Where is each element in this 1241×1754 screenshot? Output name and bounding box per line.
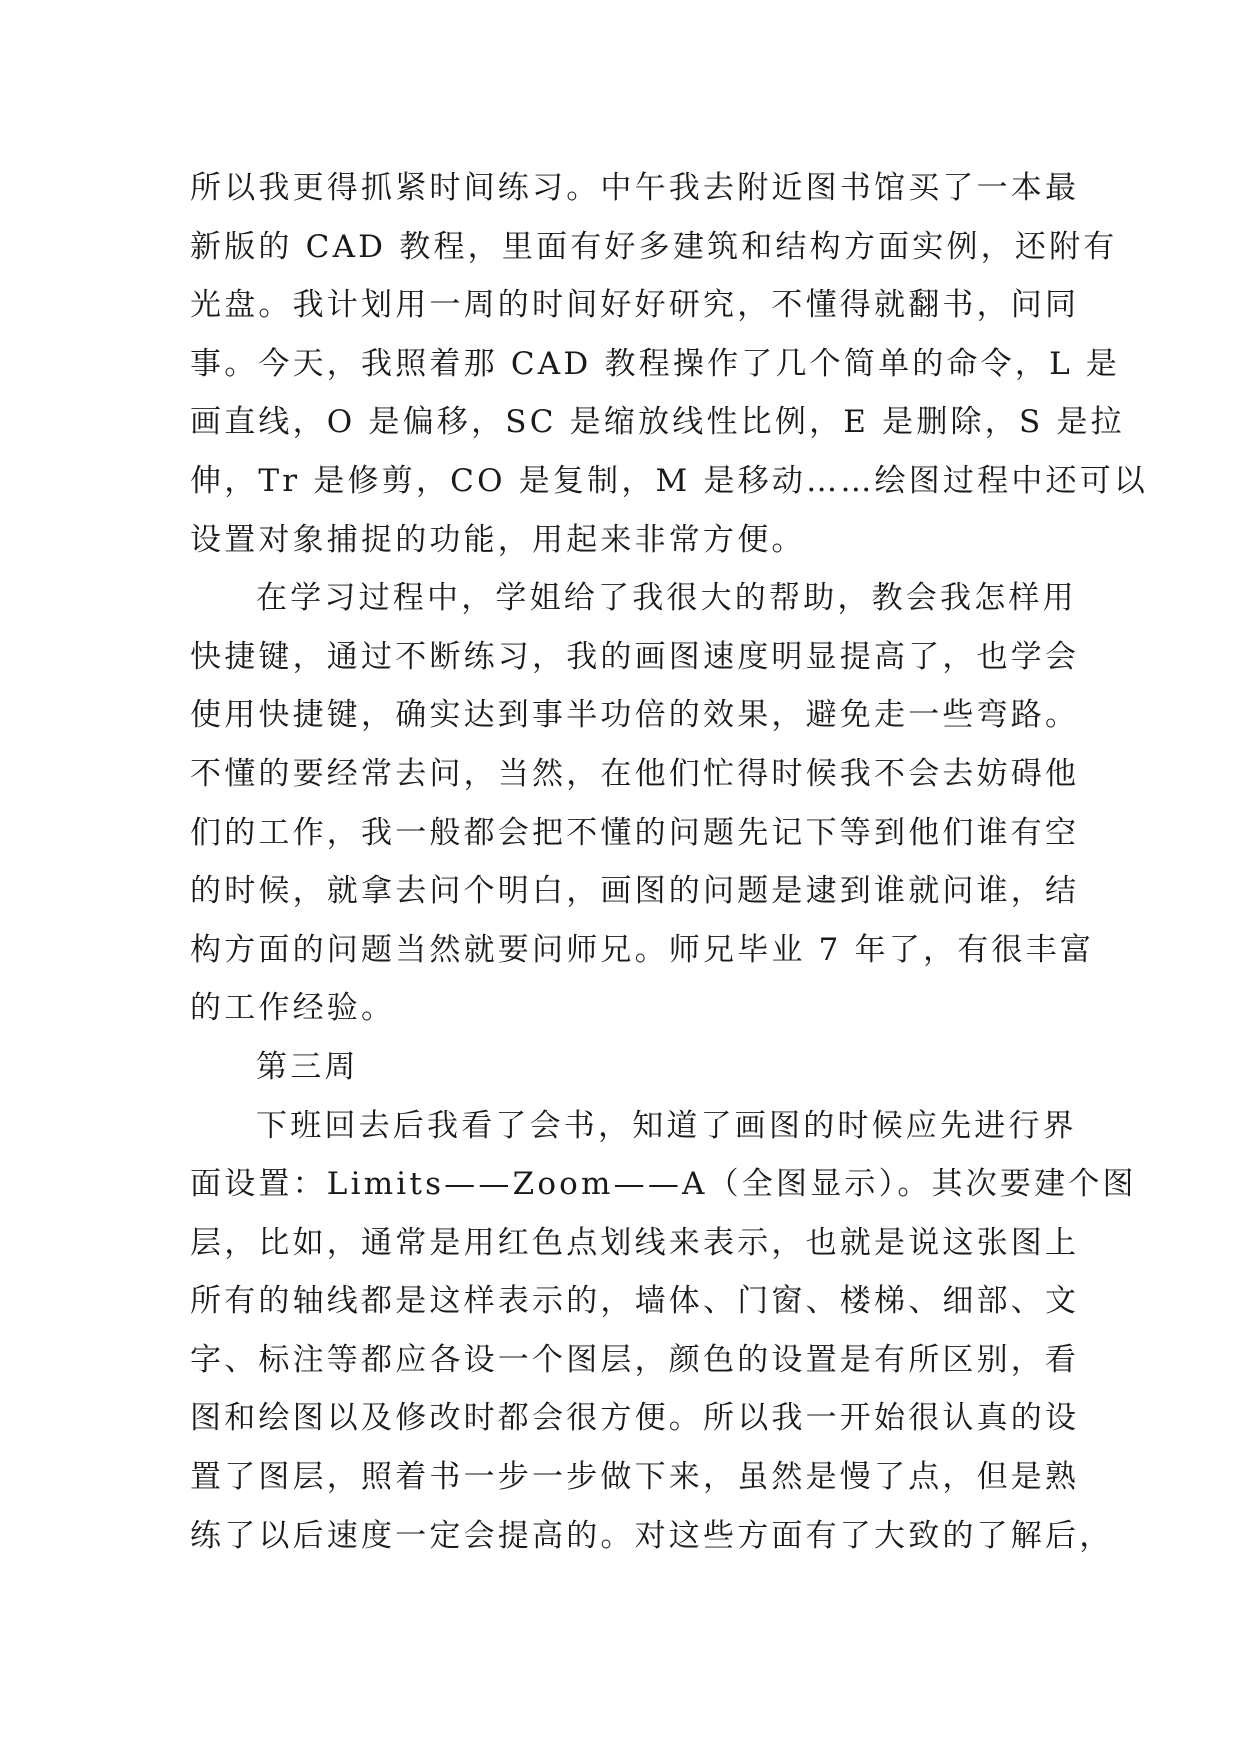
- text-line: 所有的轴线都是这样表示的，墙体、门窗、楼梯、细部、文: [190, 1283, 1080, 1320]
- text-line: 不懂的要经常去问，当然，在他们忙得时候我不会去妨碍他: [190, 755, 1080, 792]
- text-line: 字、标注等都应各设一个图层，颜色的设置是有所区别，看: [190, 1341, 1080, 1378]
- paragraph-start-line: 在学习过程中，学姐给了我很大的帮助，教会我怎样用: [256, 580, 1077, 617]
- text-line: 设置对象捕捉的功能，用起来非常方便。: [190, 521, 806, 558]
- text-line: 图和绘图以及修改时都会很方便。所以我一开始很认真的设: [190, 1400, 1080, 1437]
- text-line: 的工作经验。: [190, 990, 396, 1027]
- text-line: 置了图层，照着书一步一步做下来，虽然是慢了点，但是熟: [190, 1459, 1080, 1496]
- text-line: 们的工作，我一般都会把不懂的问题先记下等到他们谁有空: [190, 814, 1080, 851]
- text-line: 层，比如，通常是用红色点划线来表示，也就是说这张图上: [190, 1224, 1080, 1261]
- text-line: 使用快捷键，确实达到事半功倍的效果，避免走一些弯路。: [190, 697, 1080, 734]
- text-line: 所以我更得抓紧时间练习。中午我去附近图书馆买了一本最: [190, 170, 1080, 206]
- text-line: 画直线，O 是偏移，SC 是缩放线性比例，E 是删除，S 是拉: [190, 404, 1125, 441]
- text-line: 新版的 CAD 教程，里面有好多建筑和结构方面实例，还附有: [190, 228, 1118, 265]
- text-line: 事。今天，我照着那 CAD 教程操作了几个简单的命令，L 是: [190, 345, 1121, 382]
- text-line: 光盘。我计划用一周的时间好好研究，不懂得就翻书，问同: [190, 287, 1080, 324]
- text-line: 的时候，就拿去问个明白，画图的问题是逮到谁就问谁，结: [190, 873, 1080, 910]
- paragraph-start-line: 下班回去后我看了会书，知道了画图的时候应先进行界: [256, 1107, 1077, 1144]
- document-body: [190, 159, 1149, 1565]
- text-line: 练了以后速度一定会提高的。对这些方面有了大致的了解后，: [190, 1517, 1114, 1554]
- text-line: 构方面的问题当然就要问师兄。师兄毕业 7 年了，有很丰富: [190, 931, 1095, 968]
- text-line: 面设置：Limits——Zoom——A（全图显示）。其次要建个图: [190, 1166, 1137, 1203]
- text-line: 快捷键，通过不断练习，我的画图速度明显提高了，也学会: [190, 638, 1080, 675]
- text-line: 伸，Tr 是修剪，CO 是复制，M 是移动……绘图过程中还可以: [190, 462, 1149, 499]
- section-heading: 第三周: [256, 1048, 359, 1085]
